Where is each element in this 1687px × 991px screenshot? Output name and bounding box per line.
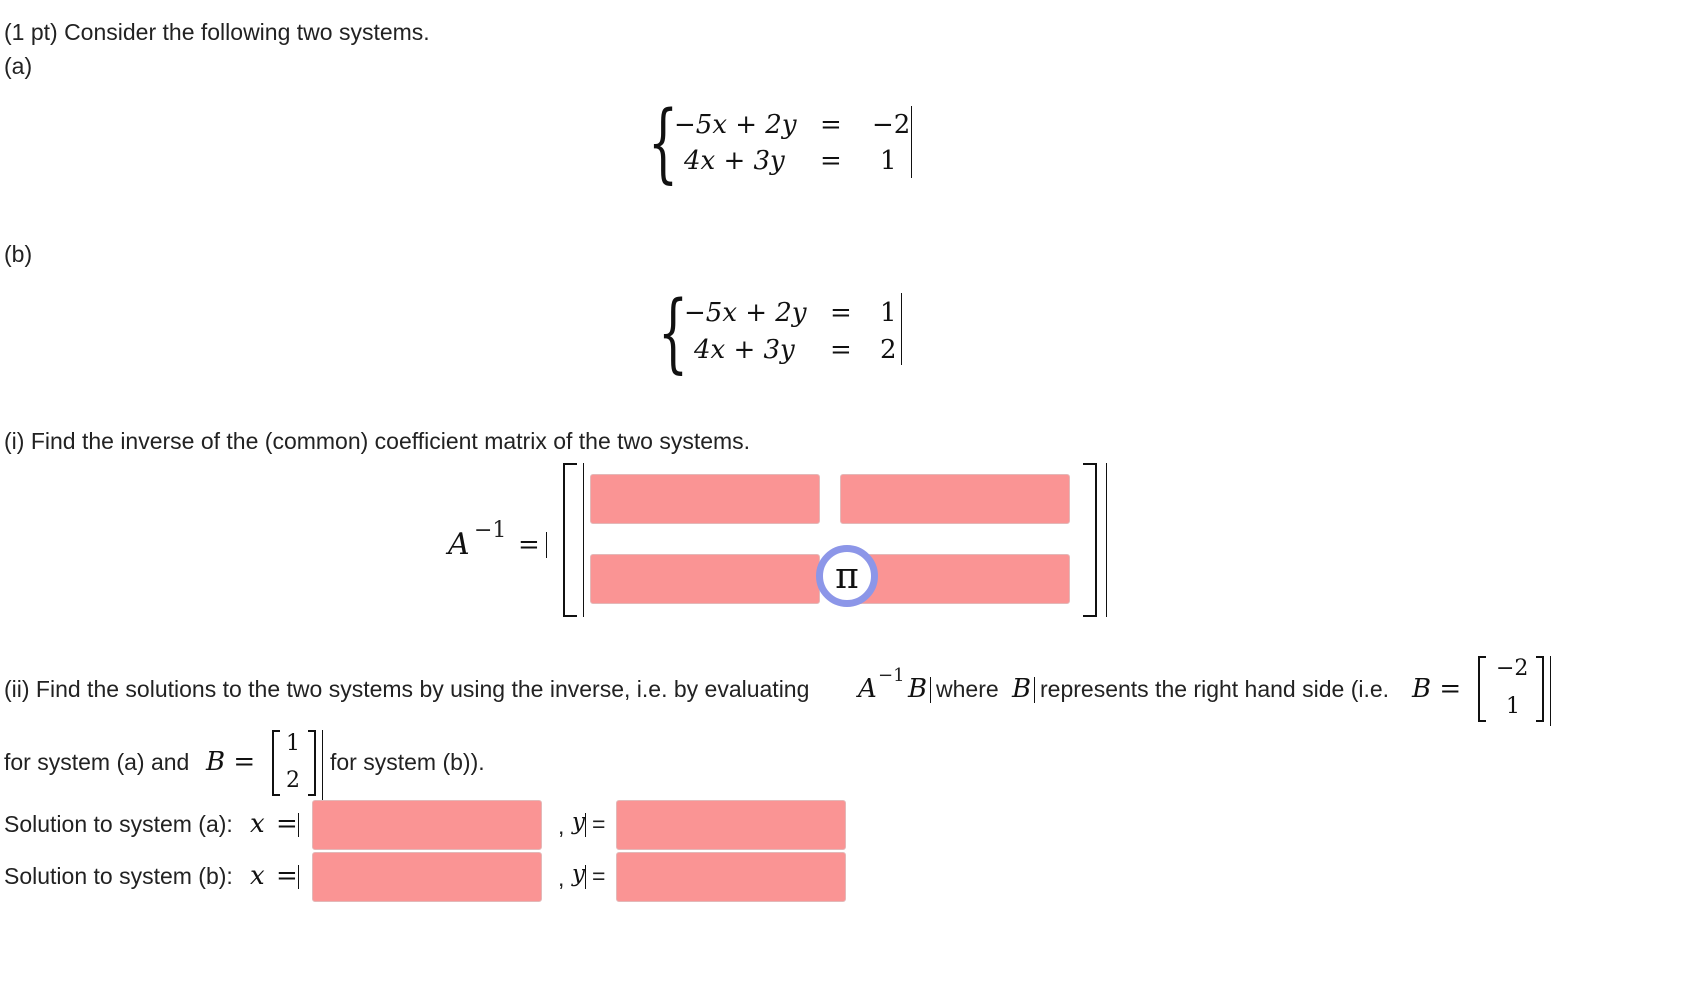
system-a-eq1-sign: = <box>820 110 842 140</box>
question-i: (i) Find the inverse of the (common) coefficient matrix of the two systems. <box>4 428 751 454</box>
inverse-label: A <box>448 527 470 562</box>
inverse-entry-r1c1[interactable] <box>590 474 820 524</box>
system-a-eq2-sign: = <box>820 146 842 176</box>
solution-a-y-cursor <box>585 813 586 837</box>
system-b-eq1-lhs: −5x + 2y <box>684 298 807 328</box>
question-ii-expr-A: A <box>858 674 877 704</box>
inverse-cursor-bar <box>546 532 547 558</box>
system-a-eq2-rhs: 1 <box>880 146 897 176</box>
solution-b-x-equals: = <box>276 861 298 891</box>
solution-b-label: Solution to system (b): <box>4 863 233 889</box>
question-ii-where: where <box>936 676 999 702</box>
solution-b-y-input[interactable] <box>616 852 846 902</box>
matrix-left-inner-bar <box>583 463 584 617</box>
question-ii-B-eq: B = <box>1412 674 1462 704</box>
matrix-left-bracket <box>563 463 577 617</box>
question-ii-prefix: (ii) Find the solutions to the two systems by using the inverse, i.e. by evaluating <box>4 676 810 702</box>
vec-a-left-bracket <box>1478 656 1486 722</box>
question-ii-cursor-2 <box>1034 677 1035 703</box>
inverse-entry-r2c1[interactable] <box>590 554 820 604</box>
part-a-label: (a) <box>4 53 33 79</box>
solution-a-label: Solution to system (a): <box>4 811 233 837</box>
solution-b-x-cursor <box>298 865 299 889</box>
system-a-eq2-lhs: 4x + 3y <box>684 146 785 176</box>
matrix-right-inner-bar <box>1106 463 1107 617</box>
vec-b-right-bracket <box>308 730 316 796</box>
system-a-brace: { <box>648 93 679 193</box>
solution-b-x-input[interactable] <box>312 852 542 902</box>
solution-a-x-equals: = <box>276 809 298 839</box>
problem-header: (1 pt) Consider the following two systems. <box>4 19 430 45</box>
solution-b-x-label: x <box>250 861 265 891</box>
solution-a-comma: , <box>558 813 565 839</box>
system-b-brace: { <box>658 283 689 383</box>
solution-b-y-equals: = <box>592 863 606 889</box>
question-ii-line2-B-eq: B = <box>206 747 256 777</box>
matrix-right-bracket <box>1083 463 1097 617</box>
solution-b-comma: , <box>558 865 565 891</box>
question-ii-expr-exp: −1 <box>878 665 905 686</box>
system-a-cursor-bar <box>911 106 912 178</box>
question-ii-line2-prefix: for system (a) and <box>4 749 190 775</box>
solution-a-x-cursor <box>298 813 299 837</box>
inverse-exponent: −1 <box>474 518 507 543</box>
solution-a-y-label: y <box>572 809 585 835</box>
system-b-eq1-sign: = <box>830 298 852 328</box>
question-ii-B-sym: B <box>1012 674 1032 704</box>
vec-b-cursor-bar <box>322 730 323 800</box>
inverse-equals: = <box>518 530 540 560</box>
solution-a-y-input[interactable] <box>616 800 846 850</box>
inverse-entry-r1c2[interactable] <box>840 474 1070 524</box>
vec-b-left-bracket <box>272 730 280 796</box>
question-ii-cursor-1 <box>930 677 931 703</box>
question-ii-expr-B: B <box>908 674 928 704</box>
solution-a-x-label: x <box>250 809 265 839</box>
question-ii-line2-suffix: for system (b)). <box>330 749 485 775</box>
vec-a-bottom: 1 <box>1506 694 1520 719</box>
system-a-eq1-rhs: −2 <box>872 110 911 140</box>
solution-a-y-equals: = <box>592 811 606 837</box>
solution-b-y-cursor <box>585 865 586 889</box>
question-ii-represents: represents the right hand side (i.e. <box>1040 676 1390 702</box>
system-a-eq1-lhs: −5x + 2y <box>674 110 797 140</box>
vec-a-right-bracket <box>1536 656 1544 722</box>
system-b-eq2-rhs: 2 <box>880 335 897 365</box>
solution-b-y-label: y <box>572 861 585 887</box>
pi-equation-editor-button[interactable]: π <box>816 545 878 607</box>
solution-a-x-input[interactable] <box>312 800 542 850</box>
system-b-eq2-lhs: 4x + 3y <box>694 335 795 365</box>
system-b-eq1-rhs: 1 <box>880 298 897 328</box>
system-b-eq2-sign: = <box>830 335 852 365</box>
part-b-label: (b) <box>4 241 33 267</box>
system-b-cursor-bar <box>901 293 902 365</box>
vec-b-top: 1 <box>286 731 300 756</box>
vec-b-bottom: 2 <box>286 768 300 793</box>
vec-a-cursor-bar <box>1550 656 1551 726</box>
vec-a-top: −2 <box>1496 656 1529 681</box>
